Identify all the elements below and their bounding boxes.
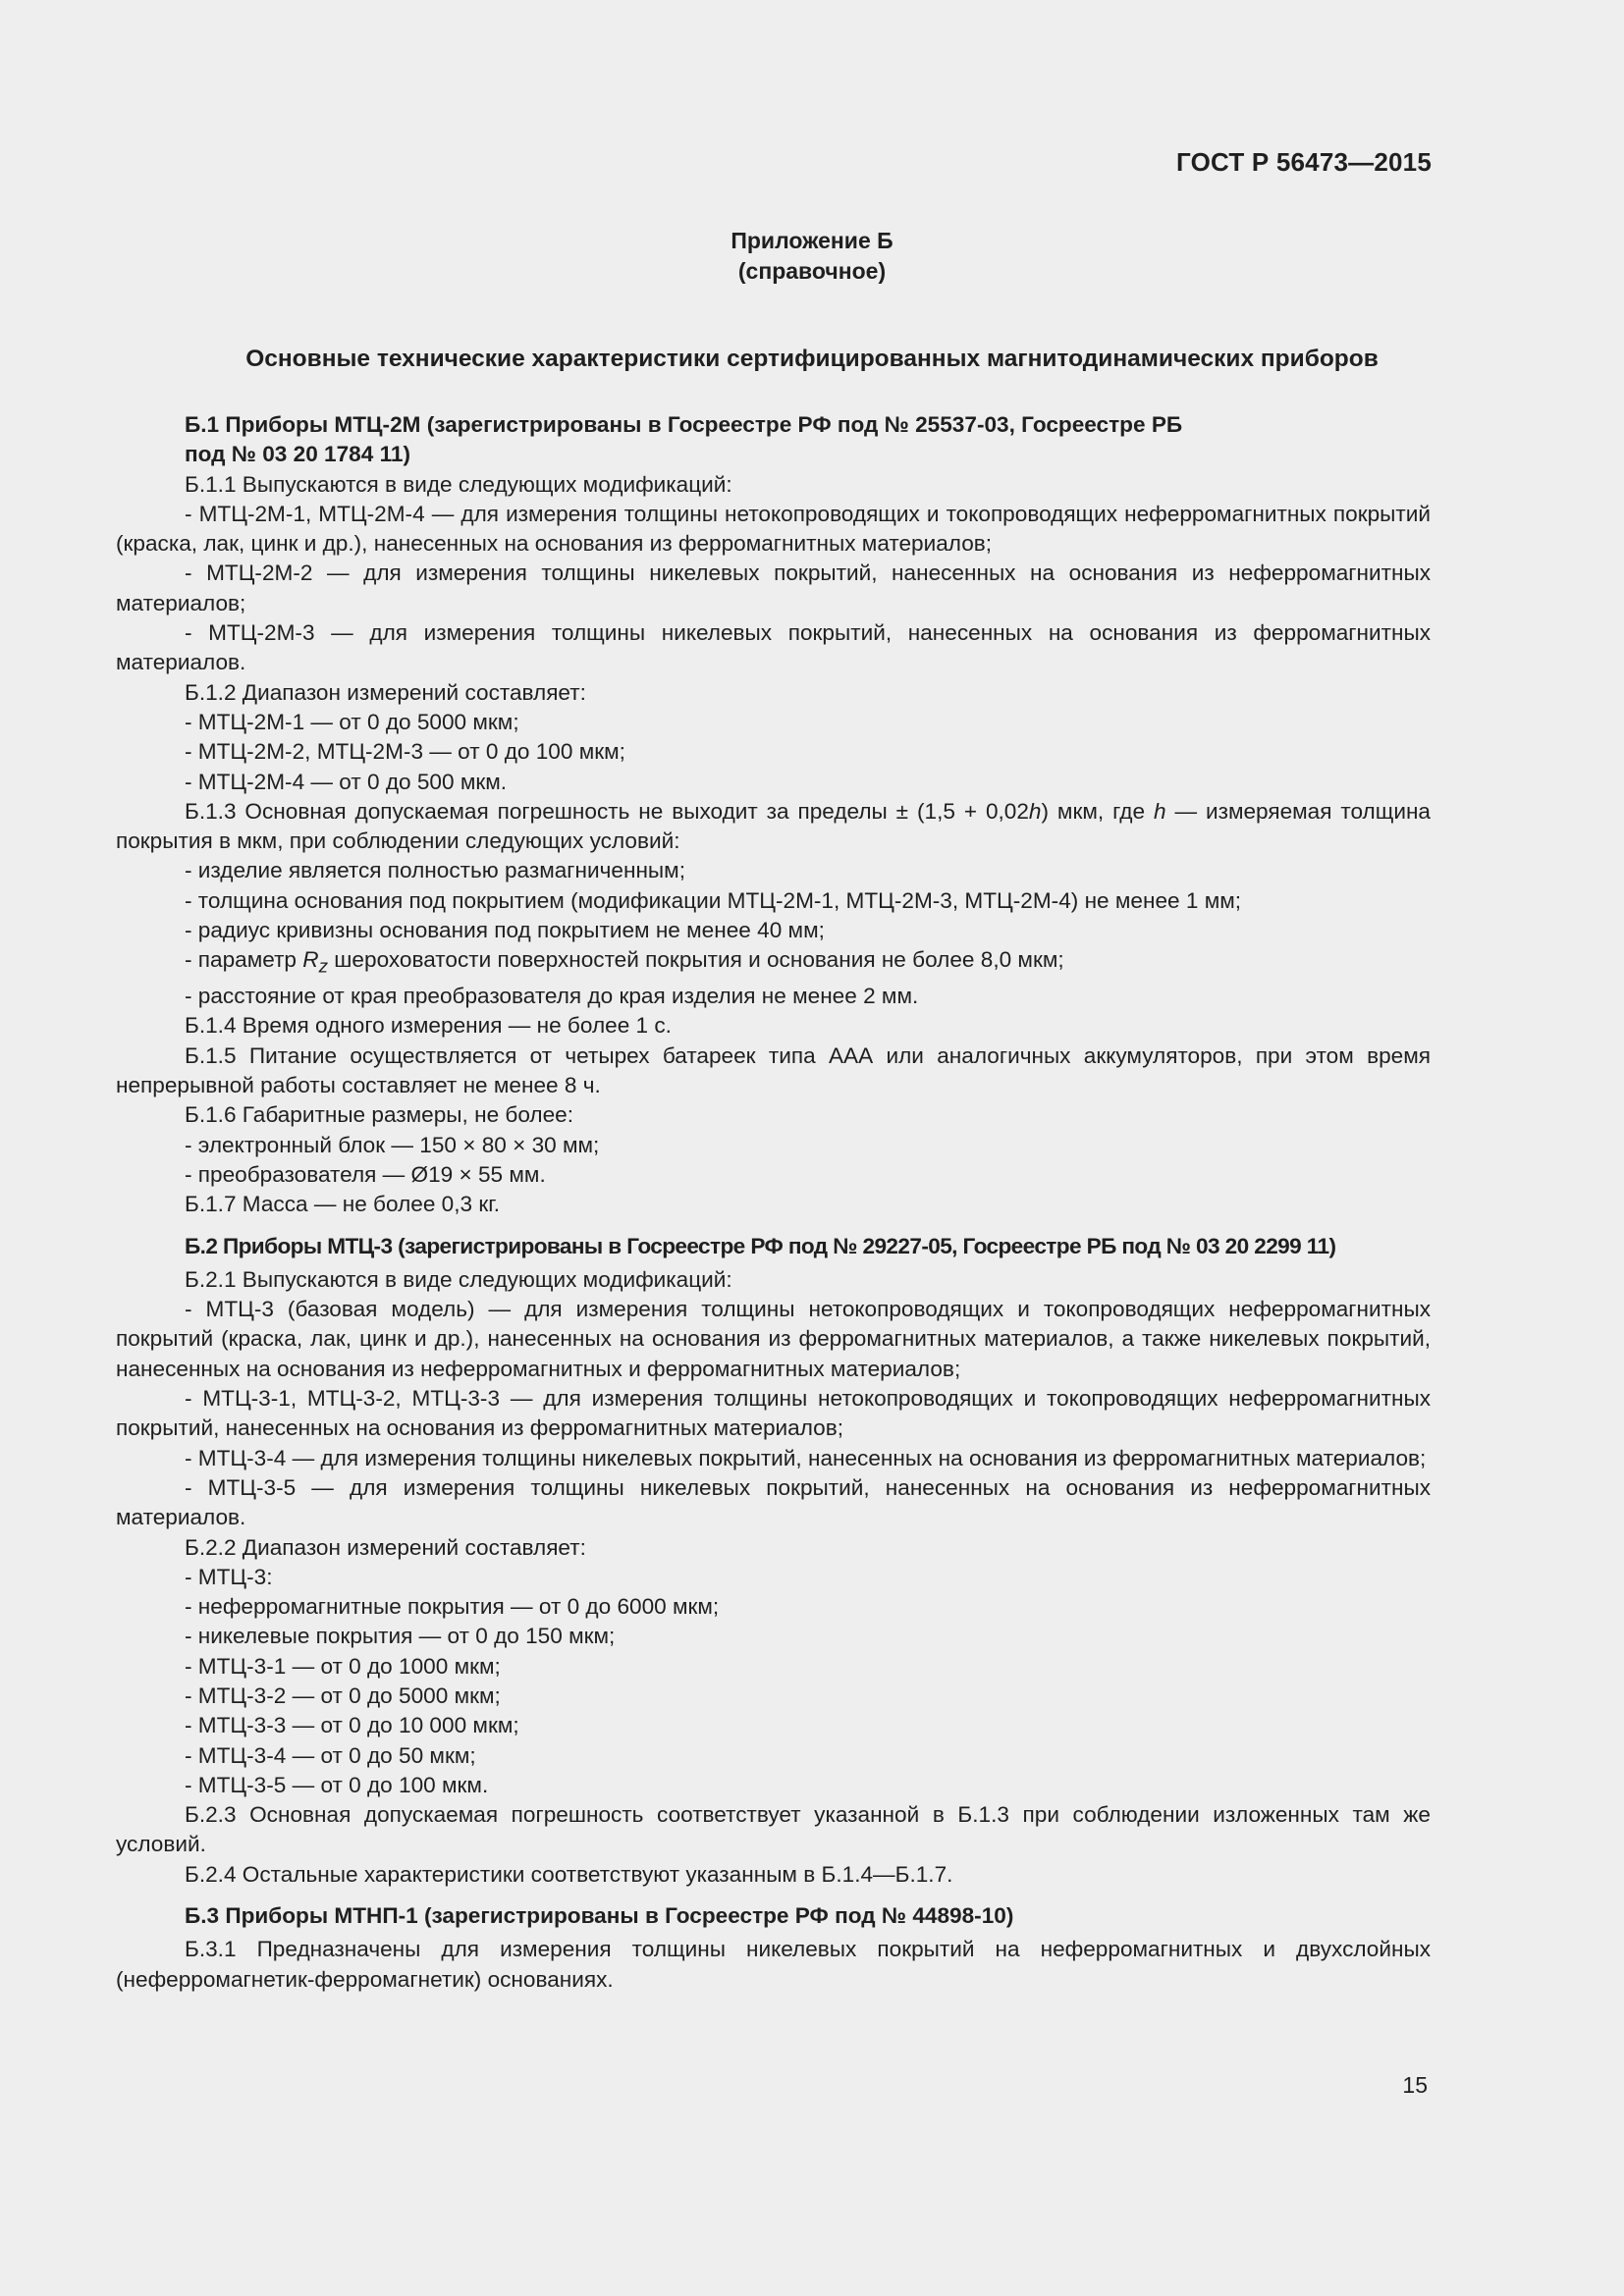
appendix-type: (справочное) (737, 258, 887, 284)
section-b1-heading-line2: под № 03 20 1784 11) (185, 442, 410, 467)
section-b1-heading-line1: Б.1 Приборы МТЦ-2М (зарегистрированы в Госреестре РФ под № 25537-03, Госреестре РБ (185, 412, 1183, 437)
list-item: - радиус кривизны основания под покрытием не менее 40 мм; (185, 918, 825, 943)
variable-h: h (1153, 798, 1166, 824)
paragraph: Б.2.2 Диапазон измерений составляет: (185, 1534, 586, 1560)
document-body (116, 410, 1431, 1995)
section-b2-heading: Б.2 Приборы МТЦ-3 (зарегистрированы в Госреестре РФ под № 29227-05, Госреестре РБ под № 03 20 2299 11) (185, 1233, 1336, 1258)
list-item: - толщина основания под покрытием (модификации МТЦ-2М-1, МТЦ-2М-3, МТЦ-2М-4) не менее 1 мм; (185, 887, 1242, 913)
list-item: - расстояние от края преобразователя до края изделия не менее 2 мм. (185, 984, 919, 1009)
text-run: Б.1.3 Основная допускаемая погрешность не выходит за пределы ± (1,5 + 0,02 (185, 798, 1029, 824)
paragraph: - МТЦ-2М-3 — для измерения толщины никелевых покрытий, нанесенных на основания из ферромагнитных материалов. (116, 620, 1431, 675)
text-run: шероховатости поверхностей покрытия и основания не более 8,0 мкм; (328, 947, 1064, 973)
appendix-heading (0, 226, 1624, 287)
list-item: - электронный блок — 150 × 80 × 30 мм; (185, 1132, 600, 1157)
list-item-roughness (116, 945, 1431, 982)
list-item: - МТЦ-3-5 — от 0 до 100 мкм. (185, 1772, 489, 1797)
text-run: — измеряемая толщина покрытия в мкм, при соблюдении следующих условий: (116, 798, 1431, 854)
paragraph: - МТЦ-3-5 — для измерения толщины никелевых покрытий, нанесенных на основания из неферромагнитных материалов. (116, 1474, 1431, 1530)
paragraph: Б.1.4 Время одного измерения — не более 1 с. (185, 1013, 672, 1039)
list-item: - МТЦ-3-1 — от 0 до 1000 мкм; (185, 1653, 501, 1679)
paragraph: Б.3.1 Предназначены для измерения толщины никелевых покрытий на неферромагнитных и двухслойных (неферромагнетик-ферромагнетик) основаниях. (116, 1937, 1431, 1992)
list-item: - неферромагнитные покрытия — от 0 до 6000 мкм; (185, 1594, 720, 1620)
variable-h: h (1028, 798, 1042, 824)
standard-number: ГОСТ Р 56473—2015 (1176, 147, 1432, 177)
text-run: - параметр (185, 947, 303, 973)
subscript-z: z (318, 955, 329, 977)
paragraph: - МТЦ-3-1, МТЦ-3-2, МТЦ-3-3 — для измерения толщины нетокопроводящих и токопроводящих неферромагнитных покрытий, нанесенных на основания из ферромагнитных материалов; (116, 1386, 1431, 1441)
list-item: - изделие является полностью размагниченным; (185, 858, 685, 883)
list-item: - МТЦ-3: (185, 1564, 273, 1589)
text-run: ) мкм, где (1041, 798, 1154, 824)
paragraph-error-limit (116, 797, 1431, 857)
variable-r: R (302, 947, 319, 973)
document-title: Основные технические характеристики сертифицированных магнитодинамических приборов (245, 346, 1379, 372)
paragraph: Б.2.1 Выпускаются в виде следующих модификаций: (185, 1266, 732, 1292)
section-b3-heading: Б.3 Приборы МТНП-1 (зарегистрированы в Госреестре РФ под № 44898-10) (185, 1903, 1014, 1929)
list-item: - МТЦ-3-3 — от 0 до 10 000 мкм; (185, 1713, 519, 1738)
paragraph: - МТЦ-2М-1, МТЦ-2М-4 — для измерения толщины нетокопроводящих и токопроводящих неферромагнитных покрытий (краска, лак, цинк и др.), нанесенных на основания из ферромагнитных материалов; (116, 501, 1431, 557)
paragraph: Б.1.5 Питание осуществляется от четырех батареек типа ААА или аналогичных аккумуляторов, при этом время непрерывной работы составляет не менее 8 ч. (116, 1042, 1431, 1098)
page-number: 15 (1402, 2072, 1428, 2098)
paragraph: Б.2.3 Основная допускаемая погрешность соответствует указанной в Б.1.3 при соблюдении изложенных там же условий. (116, 1802, 1431, 1857)
list-item: - МТЦ-2М-2, МТЦ-2М-3 — от 0 до 100 мкм; (185, 739, 625, 765)
paragraph: Б.1.6 Габаритные размеры, не более: (185, 1102, 574, 1128)
list-item: - никелевые покрытия — от 0 до 150 мкм; (185, 1624, 616, 1649)
list-item: - преобразователя — Ø19 × 55 мм. (185, 1161, 546, 1187)
appendix-label: Приложение Б (731, 228, 893, 253)
paragraph: - МТЦ-2М-2 — для измерения толщины никелевых покрытий, нанесенных на основания из неферромагнитных материалов; (116, 561, 1431, 615)
section-b1-heading (116, 410, 1431, 470)
list-item: - МТЦ-3-2 — от 0 до 5000 мкм; (185, 1682, 501, 1708)
paragraph: - МТЦ-3 (базовая модель) — для измерения толщины нетокопроводящих и токопроводящих неферромагнитных покрытий (краска, лак, цинк и др.), нанесенных на основания из ферромагнитных материалов, а также никелевых покрытий, нанесенных на основания из неферромагнитных и ферромагнитных материалов; (116, 1297, 1431, 1381)
paragraph: Б.1.1 Выпускаются в виде следующих модификаций: (185, 471, 732, 497)
list-item: - МТЦ-2М-4 — от 0 до 500 мкм. (185, 769, 508, 794)
paragraph: Б.2.4 Остальные характеристики соответствуют указанным в Б.1.4—Б.1.7. (185, 1861, 953, 1887)
paragraph: Б.1.7 Масса — не более 0,3 кг. (185, 1192, 500, 1217)
paragraph: Б.1.2 Диапазон измерений составляет: (185, 679, 586, 705)
paragraph: - МТЦ-3-4 — для измерения толщины никелевых покрытий, нанесенных на основания из ферромагнитных материалов; (185, 1445, 1427, 1470)
list-item: - МТЦ-3-4 — от 0 до 50 мкм; (185, 1742, 476, 1768)
list-item: - МТЦ-2М-1 — от 0 до 5000 мкм; (185, 709, 519, 734)
